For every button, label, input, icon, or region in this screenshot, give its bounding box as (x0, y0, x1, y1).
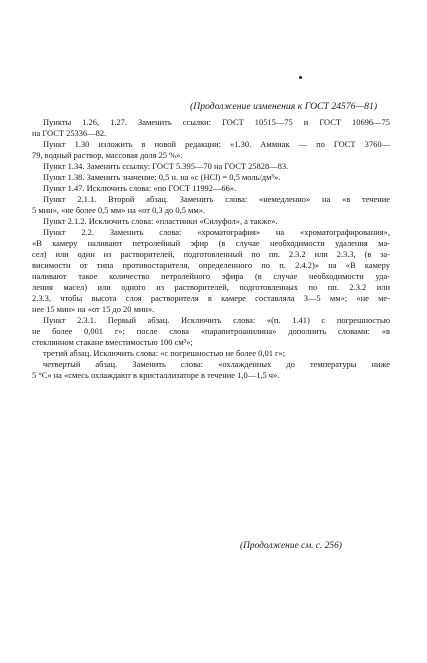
text-line: «В камеру наливают петролейный эфир (в случае необходимости удаления ма- (32, 238, 390, 248)
text-line: Пункт 2.3.1. Первый абзац. Исключить слова: «(п. 1.41) с погрешностью (43, 315, 390, 325)
text-line: Пункт 2.1.1. Второй абзац. Заменить слова: «немедленно» на «в течение (43, 194, 390, 204)
stray-dot-mark (299, 76, 302, 79)
text-line: Пункт 1.47. Исключить слова: «по ГОСТ 11992—66». (43, 183, 237, 193)
text-line: 79, водный раствор, массовая доля 25 %». (32, 150, 183, 160)
text-line: 5 мин», «не более 0,5 мм» на «от 0,3 до 0,5 мм». (32, 205, 206, 215)
text-line: не более 0,001 г»; после слова «парапитроанилина» дополнить словами: «в (32, 326, 390, 336)
text-line: сел) или один из растворителей, подготовленный по пп. 2.3.2 или 2.3.3, (в за- (32, 249, 390, 259)
text-line: 2.3.3, чтобы высота слоя растворителя в камере составляла 3—5 мм»; «не ме- (32, 293, 390, 303)
text-line: Пункт 2.1.2. Исключить слова: «пластинки «Силуфол», а также». (43, 216, 278, 226)
text-line: третий абзац. Исключить слова: «с погрешностью не более 0,01 г»; (43, 348, 286, 358)
text-line: наливают такое количество петролейного эфира (в случае необходимости уда- (32, 271, 390, 281)
continuation-footer: (Продолжение см. с. 256) (240, 541, 342, 551)
text-line: четвертый абзац. Заменить слова: «охлажденных до температуры ниже (43, 359, 390, 369)
text-line: Пункт 1.30 изложить в новой редакции: «1.30. Аммиак — по ГОСТ 3760— (43, 139, 390, 149)
text-line: нее 15 мин» на «от 15 до 20 мин». (32, 304, 155, 314)
text-line: Пункты 1.26, 1.27. Заменить ссылки: ГОСТ 10515—75 и ГОСТ 10696—75 (43, 117, 390, 127)
text-line: ления масел) или одного из растворителей, подготовленных по пп. 2.3.2 или (32, 282, 390, 292)
amendment-text (32, 117, 390, 381)
text-line: на ГОСТ 25336—82. (32, 128, 107, 138)
continuation-header: (Продолжение изменения к ГОСТ 24576—81) (190, 101, 378, 112)
text-line: висимости от типа противостарителя, определенного по п. 2.4.2)» на «В камеру (32, 260, 390, 270)
text-line: Пункт 1.34. Заменить ссылку: ГОСТ 5.395—70 на ГОСТ 25828—83. (43, 161, 289, 171)
text-line: Пункт 1.38. Заменить значение: 0,5 н. на «с (HCl) = 0,5 моль/дм³». (43, 172, 281, 182)
text-line: 5 °С» на «смесь охлаждают в кристаллизаторе в течение 1,0—1,5 ч». (32, 370, 280, 380)
text-line: стеклянном стакане вместимостью 100 см³»; (32, 337, 193, 347)
text-line: Пункт 2.2. Заменить слова: «хроматография» на «хроматографирования», (43, 227, 390, 237)
